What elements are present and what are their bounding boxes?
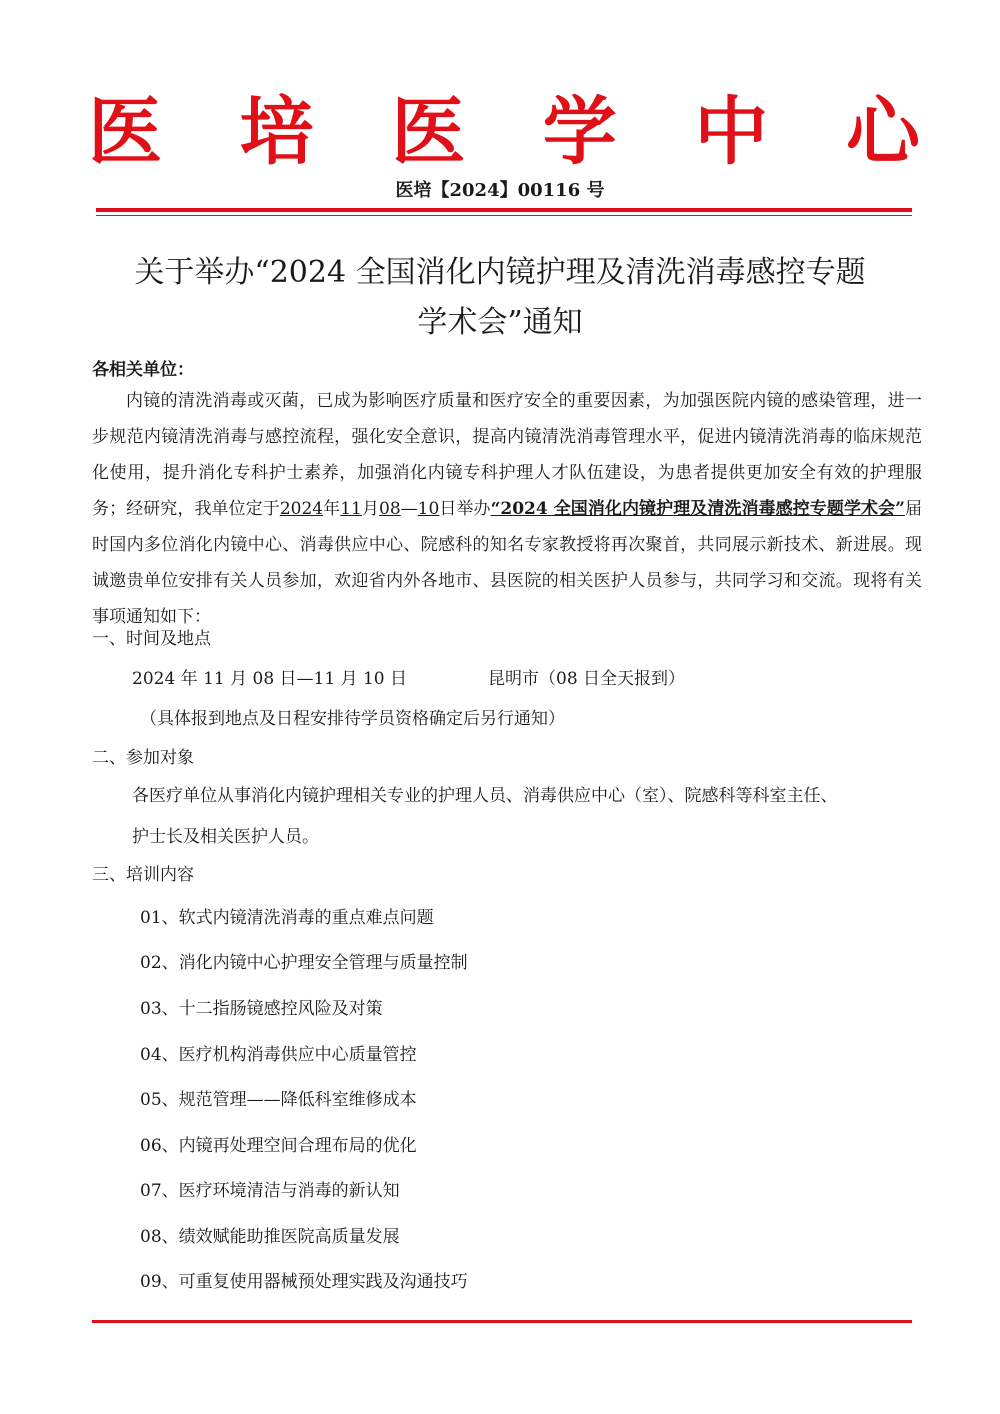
footer-divider	[92, 1320, 912, 1323]
document-number: 医培【2024】00116 号	[395, 180, 605, 201]
event-dates: 2024 年 11 月 08 日—11 月 10 日	[132, 669, 408, 689]
notice-title-line-1: 关于举办“2024 全国消化内镜护理及清洗消毒感控专题	[134, 255, 866, 290]
organization-title	[88, 89, 920, 175]
list-item: 03、十二指肠镜感控风险及对策	[140, 999, 383, 1019]
section-heading-participants: 二、参加对象	[92, 748, 194, 768]
list-item: 06、内镜再处理空间合理布局的优化	[140, 1136, 417, 1156]
intro-text: 年	[323, 499, 341, 519]
notice-title	[60, 248, 940, 348]
intro-text: 届时国内多位消化内镜中心、消毒供应中心、院感科的知名专家教授将再次聚首，共同展示新技术、新进展。现诚邀贵单位安排有关人员参加，欢迎省内外各地市、县医院的相关医护人员参与，共同学习和交流。现将有关事项通知如下：	[92, 499, 923, 627]
event-name: “2024 全国消化内镜护理及清洗消毒感控专题学术会”	[490, 499, 905, 519]
list-item: 02、消化内镜中心护理安全管理与质量控制	[140, 953, 468, 973]
event-year: 2024	[279, 499, 324, 519]
notice-title-line-2: 学术会”通知	[417, 305, 583, 340]
org-title-char: 学	[542, 89, 617, 175]
event-day-start: 08	[379, 499, 401, 519]
org-title-char: 心	[845, 89, 920, 175]
list-item: 01、软式内镜清洗消毒的重点难点问题	[140, 908, 434, 928]
schedule-note: （具体报到地点及日程安排待学员资格确定后另行通知）	[140, 709, 565, 729]
intro-text: 日举办	[439, 499, 491, 519]
org-title-char: 医	[391, 89, 466, 175]
list-item: 05、规范管理——降低科室维修成本	[140, 1090, 417, 1110]
date-dash: —	[400, 499, 418, 519]
list-item: 04、医疗机构消毒供应中心质量管控	[140, 1045, 417, 1065]
list-item: 08、绩效赋能助推医院高质量发展	[140, 1227, 400, 1247]
org-title-char: 培	[239, 89, 314, 175]
list-item: 09、可重复使用器械预处理实践及沟通技巧	[140, 1272, 468, 1292]
intro-paragraph	[92, 383, 922, 635]
participants-line-1: 各医疗单位从事消化内镜护理相关专业的护理人员、消毒供应中心（室）、院感科等科室主任、	[132, 786, 838, 806]
section-heading-time-place: 一、时间及地点	[92, 629, 211, 649]
event-day-end: 10	[417, 499, 440, 519]
org-title-char: 中	[694, 89, 769, 175]
intro-text: 内镜的清洗消毒或灭菌，已成为影响医疗质量和医疗安全的重要因素，为加强医院内镜的感染管理，进一步规范内镜清洗消毒与感控流程，强化安全意识，提高内镜清洗消毒管理水平，促进内镜清洗消毒的临床规范化使用，提升消化专科护士素养，加强消化内镜专科护理人才队伍建设，为患者提供更加安全有效的护理服务；经研究，我单位定于	[92, 391, 922, 519]
list-item: 07、医疗环境清洁与消毒的新认知	[140, 1181, 400, 1201]
intro-text: 月	[361, 499, 380, 519]
org-title-char: 医	[88, 89, 162, 175]
header-divider-thick	[96, 208, 912, 212]
salutation: 各相关单位：	[92, 360, 194, 380]
section-heading-content: 三、培训内容	[92, 865, 194, 885]
header-divider-thin	[96, 215, 912, 216]
event-month: 11	[340, 499, 362, 519]
event-place: 昆明市（08 日全天报到）	[488, 669, 686, 689]
participants-line-2: 护士长及相关医护人员。	[132, 827, 319, 847]
